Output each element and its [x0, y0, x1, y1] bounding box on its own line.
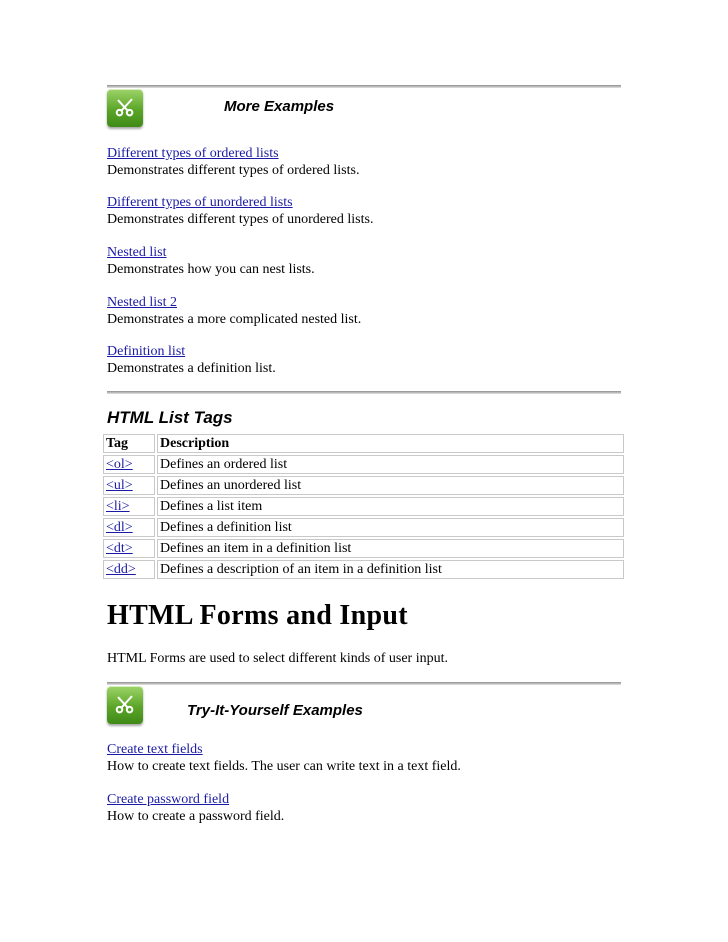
more-examples-title: More Examples [224, 98, 335, 115]
try-examples-title: Try-It-Yourself Examples [187, 702, 363, 719]
forms-heading: HTML Forms and Input [107, 600, 408, 631]
tag-link[interactable]: <dd> [103, 560, 155, 579]
table-header-row [103, 434, 624, 453]
table-row [103, 518, 624, 537]
list-tags-heading: HTML List Tags [107, 408, 233, 427]
example-link[interactable]: Nested list [107, 245, 167, 260]
list-item [107, 742, 627, 775]
section-divider [107, 391, 621, 394]
tag-description: Defines a list item [157, 497, 624, 516]
table-row [103, 497, 624, 516]
table-row [103, 539, 624, 558]
column-header-tag: Tag [103, 434, 155, 453]
example-link[interactable]: Definition list [107, 344, 186, 359]
scissors-icon [107, 89, 143, 127]
example-link[interactable]: Create text fields [107, 742, 203, 757]
tag-link[interactable]: <dl> [103, 518, 155, 537]
example-link[interactable]: Nested list 2 [107, 295, 177, 310]
tag-description: Defines an unordered list [157, 476, 624, 495]
example-description: Demonstrates how you can nest lists. [107, 262, 315, 277]
example-description: Demonstrates different types of ordered lists. [107, 163, 360, 178]
example-link[interactable]: Create password field [107, 792, 230, 807]
tag-description: Defines a description of an item in a definition list [157, 560, 624, 579]
table-row [103, 560, 624, 579]
example-description: How to create a password field. [107, 809, 285, 824]
tag-description: Defines a definition list [157, 518, 624, 537]
example-description: Demonstrates a definition list. [107, 361, 276, 376]
list-item [107, 295, 627, 328]
more-examples-header [107, 89, 621, 135]
list-item [107, 792, 627, 825]
list-item [107, 344, 627, 377]
tag-link[interactable]: <dt> [103, 539, 155, 558]
tag-description: Defines an ordered list [157, 455, 624, 474]
section-divider [107, 682, 621, 685]
try-examples-header [107, 686, 621, 732]
column-header-description: Description [157, 434, 624, 453]
tag-link[interactable]: <ol> [103, 455, 155, 474]
list-tags-table [101, 432, 626, 581]
tag-link[interactable]: <ul> [103, 476, 155, 495]
list-item [107, 245, 627, 278]
scissors-icon [107, 686, 143, 724]
section-divider [107, 85, 621, 88]
tag-description: Defines an item in a definition list [157, 539, 624, 558]
list-item [107, 195, 627, 228]
example-link[interactable]: Different types of unordered lists [107, 195, 293, 210]
tag-link[interactable]: <li> [103, 497, 155, 516]
example-description: Demonstrates different types of unordered lists. [107, 212, 374, 227]
example-link[interactable]: Different types of ordered lists [107, 146, 279, 161]
forms-intro: HTML Forms are used to select different kinds of user input. [107, 651, 448, 666]
list-item [107, 146, 627, 179]
table-row [103, 476, 624, 495]
table-row [103, 455, 624, 474]
example-description: How to create text fields. The user can write text in a text field. [107, 759, 461, 774]
example-description: Demonstrates a more complicated nested list. [107, 312, 362, 327]
